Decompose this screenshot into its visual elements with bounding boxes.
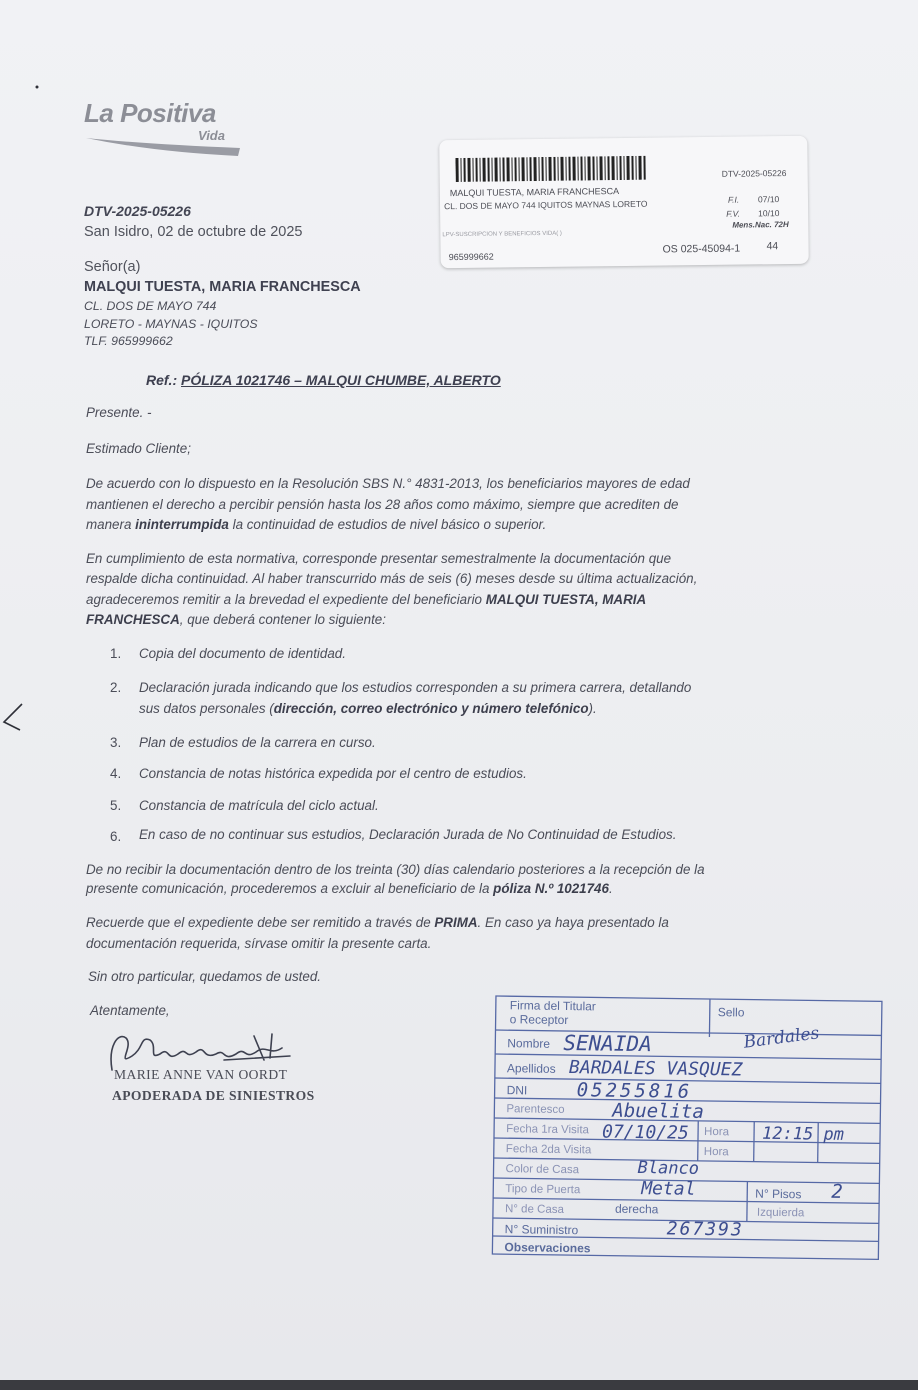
hw-hora1: 12:15 pm xyxy=(761,1123,845,1145)
paragraph4-line1 xyxy=(86,915,669,930)
stamp-hora-label: Hora xyxy=(704,1125,730,1139)
p3-l2b: póliza N.º 1021746 xyxy=(493,881,609,896)
label-address: CL. DOS DE MAYO 744 IQUITOS MAYNAS LORETO xyxy=(443,198,648,212)
signatory-title: APODERADA DE SINIESTROS xyxy=(112,1088,315,1103)
stamp-hora2-label: Hora xyxy=(703,1145,729,1159)
item2-cont-b: dirección, correo electrónico y número telefónico xyxy=(273,701,589,716)
hw-apellidos: BARDALES VASQUEZ xyxy=(568,1057,743,1081)
p1-l3c: la continuidad de estudios de nivel básico o superior. xyxy=(228,517,547,532)
stamp-color-label: Color de Casa xyxy=(505,1163,580,1177)
list-item-number: 5. xyxy=(110,798,122,813)
hw-pisos: 2 xyxy=(831,1180,843,1203)
item2-cont-c: ). xyxy=(588,701,597,716)
paragraph1-line3 xyxy=(86,517,546,532)
list-item: Copia del documento de identidad. xyxy=(139,646,346,661)
label-fi-value: 07/10 xyxy=(757,194,780,205)
stamp-izquierda-label: Izquierda xyxy=(756,1206,805,1220)
p3-l2a: presente comunicación, procederemos a excluir al beneficiario de la xyxy=(86,881,494,896)
paragraph2-line3 xyxy=(86,592,646,607)
hw-fecha1: 07/10/25 xyxy=(601,1121,689,1144)
list-item: En caso de no continuar sus estudios, Declaración Jurada de No Continuidad de Estudios. xyxy=(139,827,677,842)
stamp-receptor-label: o Receptor xyxy=(509,1012,569,1028)
p1-l3a: manera xyxy=(86,517,136,532)
logo-brand: La Positiva xyxy=(84,98,216,128)
hw-parentesco: Abuelita xyxy=(612,1099,705,1123)
barcode-icon xyxy=(455,156,647,182)
reference-prefix: Ref.: xyxy=(146,372,181,388)
salutation: Señor(a) xyxy=(84,259,141,275)
stamp-dni-label: DNI xyxy=(506,1083,528,1098)
greeting: Estimado Cliente; xyxy=(86,441,191,456)
hw-sello-signature: Bardales xyxy=(742,1023,821,1053)
hw-suministro: 267393 xyxy=(666,1218,744,1241)
stamp-fecha2-label: Fecha 2da Visita xyxy=(505,1143,592,1157)
presente: Presente. - xyxy=(86,405,152,420)
list-item: Constancia de notas histórica expedida por el centro de estudios. xyxy=(139,766,527,781)
label-mens: Mens.Nac. 72H xyxy=(732,219,789,230)
label-phone: 965999662 xyxy=(448,251,494,263)
reference xyxy=(146,372,501,388)
dot-mark-icon xyxy=(34,84,40,90)
hw-dni: 05255816 xyxy=(576,1079,693,1103)
paragraph2-line4 xyxy=(86,612,386,627)
delivery-stamp xyxy=(490,994,886,1265)
p2-l4a: FRANCHESCA xyxy=(86,612,180,627)
recipient-phone: TLF. 965999662 xyxy=(84,334,173,348)
recipient-address2: LORETO - MAYNAS - IQUITOS xyxy=(84,317,258,331)
logo-swoosh-icon xyxy=(84,134,244,162)
p2-l3a: agradeceremos remitir a la brevedad el expediente del beneficiario xyxy=(86,592,486,607)
list-item-number: 1. xyxy=(110,646,122,661)
document-code: DTV-2025-05226 xyxy=(84,203,191,219)
list-item: Declaración jurada indicando que los estudios corresponden a su primera carrera, detallando xyxy=(139,680,692,695)
signatory-name: MARIE ANNE VAN OORDT xyxy=(114,1067,288,1082)
stamp-ncasa-label: N° de Casa xyxy=(504,1203,565,1216)
p4-l1b: PRIMA xyxy=(434,915,478,930)
list-item: Constancia de matrícula del ciclo actual. xyxy=(139,798,379,813)
label-fv-value: 10/10 xyxy=(758,208,780,219)
paragraph2-line2: respalde dicha continuidad. Al haber transcurrido más de seis (6) meses desde su última actualización, xyxy=(86,571,698,586)
stamp-suministro-label: N° Suministro xyxy=(504,1222,579,1238)
label-count: 44 xyxy=(766,240,779,253)
paragraph1-line1: De acuerdo con lo dispuesto en la Resolución SBS N.° 4831-2013, los beneficiarios mayores de edad xyxy=(86,476,690,491)
label-fi: F.I. xyxy=(727,194,740,205)
closing: Sin otro particular, quedamos de usted. xyxy=(88,969,321,984)
paragraph4-line2: documentación requerida, sírvase omitir la presente carta. xyxy=(86,936,432,951)
stamp-nombre-label: Nombre xyxy=(507,1036,551,1051)
p1-l3b: ininterrumpida xyxy=(135,517,229,532)
p2-l3b: MALQUI TUESTA, MARIA xyxy=(485,592,647,607)
p4-l1a: Recuerde que el expediente debe ser remitido a través de xyxy=(86,915,435,930)
recipient-address1: CL. DOS DE MAYO 744 xyxy=(84,299,217,313)
label-code: DTV-2025-05226 xyxy=(721,168,787,179)
p2-l4b: , que deberá contener lo siguiente: xyxy=(179,612,386,627)
document-date: San Isidro, 02 de octubre de 2025 xyxy=(84,224,303,240)
label-fv: F.V. xyxy=(726,208,741,219)
item2-cont-a: sus datos personales ( xyxy=(139,701,274,716)
paragraph3-line1: De no recibir la documentación dentro de los treinta (30) días calendario posteriores a la recepción de la xyxy=(86,862,705,877)
stamp-parentesco-label: Parentesco xyxy=(506,1103,565,1116)
hw-nombre: SENAIDA xyxy=(563,1030,652,1057)
recipient-name: MALQUI TUESTA, MARIA FRANCHESCA xyxy=(84,279,361,295)
list-item-continuation xyxy=(139,701,597,716)
hw-tipo: Metal xyxy=(641,1178,696,1200)
stamp-fecha1-label: Fecha 1ra Visita xyxy=(506,1123,590,1137)
p3-l2c: . xyxy=(608,881,613,896)
courier-label xyxy=(439,136,809,268)
list-item-number: 6. xyxy=(110,829,122,844)
label-service: LPV-SUSCRIPCION Y BENEFICIOS VIDA( ) xyxy=(442,230,562,239)
paragraph2-line1: En cumplimiento de esta normativa, corresponde presentar semestralmente la documentación que xyxy=(86,551,672,566)
p4-l1c: . En caso ya haya presentado la xyxy=(477,915,669,930)
atentamente: Atentamente, xyxy=(90,1003,170,1018)
hw-color: Blanco xyxy=(637,1158,700,1179)
paragraph3-line2 xyxy=(86,881,613,896)
list-item-number: 3. xyxy=(110,735,122,750)
stamp-firma-label: Firma del Titular xyxy=(509,998,596,1014)
stamp-apellidos-label: Apellidos xyxy=(506,1061,556,1076)
stamp-observaciones-label: Observaciones xyxy=(504,1240,591,1256)
stamp-pisos-label: N° Pisos xyxy=(755,1186,802,1202)
stamp-derecha-label: derecha xyxy=(614,1201,659,1217)
page-edge-shadow xyxy=(0,1380,918,1390)
logo-sub: Vida xyxy=(198,128,225,143)
label-os: OS 025-45094-1 xyxy=(662,242,741,256)
list-item-number: 4. xyxy=(110,766,122,781)
list-item: Plan de estudios de la carrera en curso. xyxy=(139,735,376,750)
reference-text: PÓLIZA 1021746 – MALQUI CHUMBE, ALBERTO xyxy=(181,372,501,388)
company-logo xyxy=(84,98,244,162)
pen-mark-icon xyxy=(0,700,26,734)
paragraph1-line2: mantienen el derecho a percibir pensión hasta los 28 años como máximo, siempre que acrediten de xyxy=(86,497,679,512)
list-item-number: 2. xyxy=(110,680,122,695)
stamp-sello-label: Sello xyxy=(717,1005,745,1020)
stamp-tipo-label: Tipo de Puerta xyxy=(505,1183,581,1197)
label-addressee: MALQUI TUESTA, MARIA FRANCHESCA xyxy=(449,186,620,199)
